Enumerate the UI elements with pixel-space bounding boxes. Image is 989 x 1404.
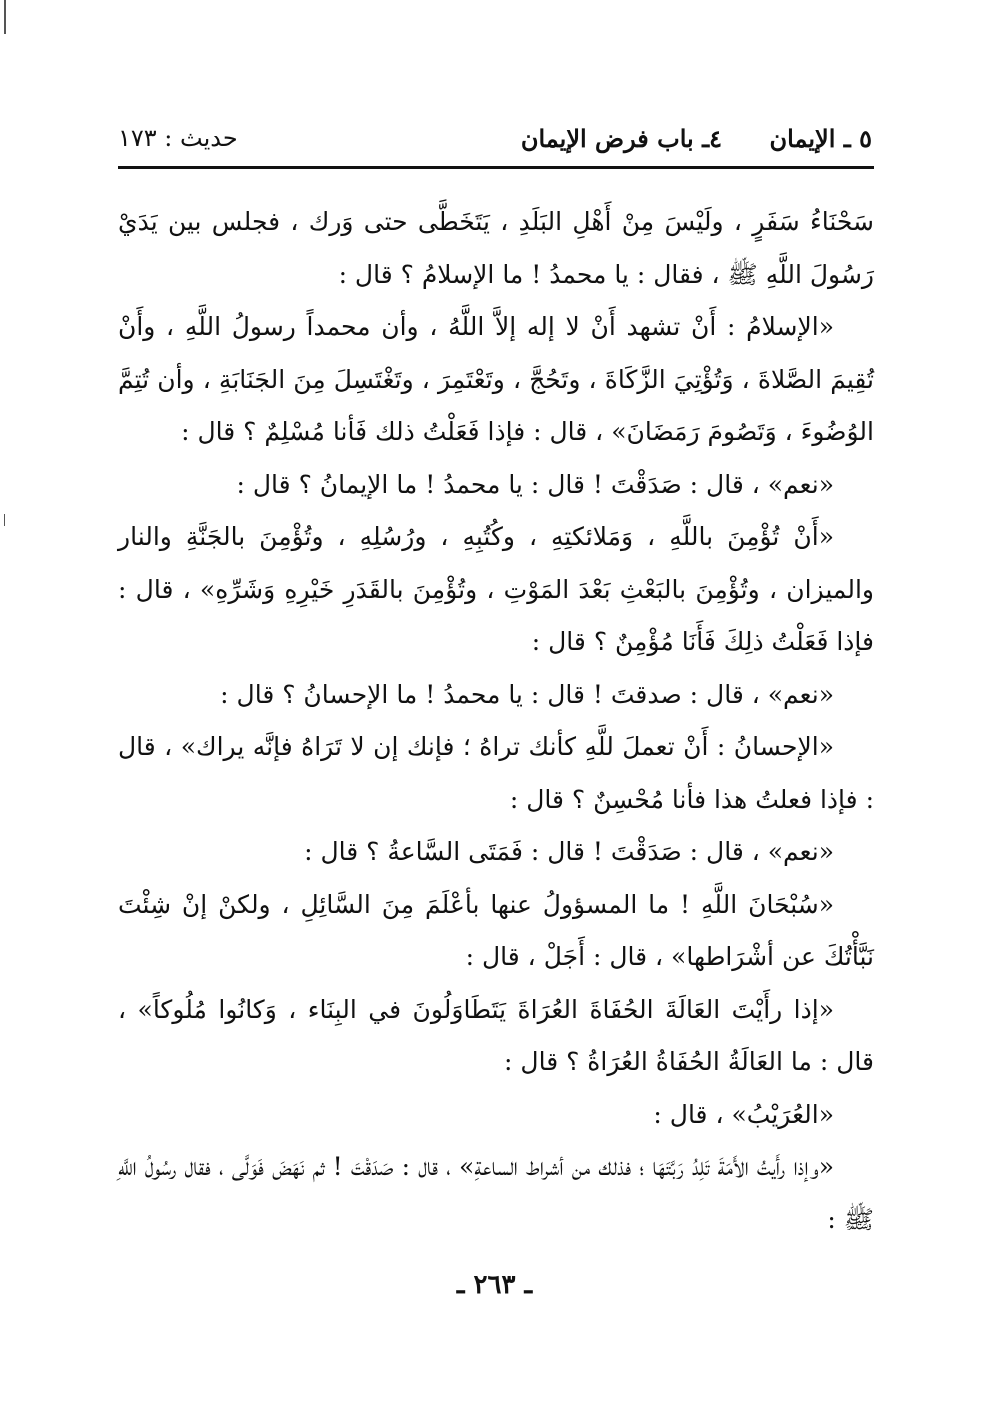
header-rule [118,166,874,169]
paragraph: «وإذا رأَيتُ الأَمَةَ تَلِدُ رَبَّتَهَا ؛ فذلك من أشراط الساعةِ» ، قال : صَدَقْتَ ! ثم نَهَضَ فَوَلَّى ، فقال رسُولُ اللَّهِ ﷺ : [118,1152,874,1234]
paragraph: «العُرَيْبُ» ، قال : [653,1099,834,1129]
paragraph: «نعم» ، قال : صَدَقْتَ ! قال : يا محمدُ ! ما الإيمانُ ؟ قال : [236,469,834,499]
paragraph: «أَنْ تُؤْمِنَ باللَّهِ ، وَمَلائكتِهِ ، وكُتُبِهِ ، ورُسُلِهِ ، وتُؤْمِنَ بالجَنَّةِ والنار والميزان ، وتُؤْمِنَ بالبَعْثِ بَعْدَ المَوْتِ ، وتُؤْمِنَ بالقَدَرِ خَيْرِهِ وَشَرِّهِ» ، قال : فإذا فَعَلْتُ ذلِكَ فَأَنَا مُؤْمِنٌ ؟ قال : [118,522,874,656]
paragraph: «سُبْحَانَ اللَّهِ ! ما المسؤولُ عنها بأعْلَمَ مِنَ السَّائِلِ ، ولكنْ إنْ شِئْتَ نَبَّأْتُكَ عن أشْرَاطها» ، قال : أَجَلْ ، قال : [118,889,874,971]
section-title: ٤ـ باب فرض الإيمان [520,124,722,153]
hadith-text [118,196,874,1246]
paragraph: «نعم» ، قال : صدقتَ ! قال : يا محمدُ ! ما الإحسانُ ؟ قال : [220,679,834,709]
hadith-number: حديث : ١٧٣ [118,124,238,152]
running-header [118,124,872,158]
margin-mark-top [4,0,6,34]
paragraph: «نعم» ، قال : صَدَقْتَ ! قال : فَمَتَى السَّاعةُ ؟ قال : [304,837,834,866]
paragraph: «إذا رأَيْتَ العَالَةَ الحُفَاةَ العُرَاةَ يَتَطَاوَلُونَ في البِنَاء ، وَكانُوا مُلُوكاً» ، قال : ما العَالَةُ الحُفَاةُ العُرَاةُ ؟ قال : [118,994,874,1076]
paragraph: سَحْنَاءُ سَفَرٍ ، ولَيْسَ مِنْ أَهْلِ البَلَدِ ، يَتَخَطَّى حتى وَرك ، فجلس بين يَدَيْ رَسُولَ اللَّهِ ﷺ ، فقال : يا محمدُ ! ما الإسلامُ ؟ قال : [118,207,874,289]
paragraph: «الإحسانُ : أَنْ تعملَ للَّهِ كأنك تراهُ ؛ فإنك إن لا تَرَاهُ فإنَّه يراك» ، قال : فإذا فعلتُ هذا فأنا مُحْسِنٌ ؟ قال : [118,732,874,814]
page-number: ـ ٢٦٣ ـ [456,1270,533,1300]
chapter-title: ٥ ـ الإيمان [769,124,872,153]
margin-mark-middle [4,514,5,526]
paragraph: «الإسلامُ : أَنْ تشهد أَنْ لا إله إلاَّ اللَّهُ ، وأن محمداً رسولُ اللَّهِ ، وأَنْ تُقِيمَ الصَّلاةَ ، وَتُؤْتِيَ الزَّكَاةَ ، وتَحُجَّ ، وتَعْتَمِرَ ، وتَغْتَسِلَ مِنَ الجَنَابَةِ ، وأن تُتِمَّ الوُضُوءَ ، وَتَصُومَ رَمَضَانَ» ، قال : فإذا فَعَلْتُ ذلك فَأنا مُسْلِمٌ ؟ قال : [118,312,874,446]
